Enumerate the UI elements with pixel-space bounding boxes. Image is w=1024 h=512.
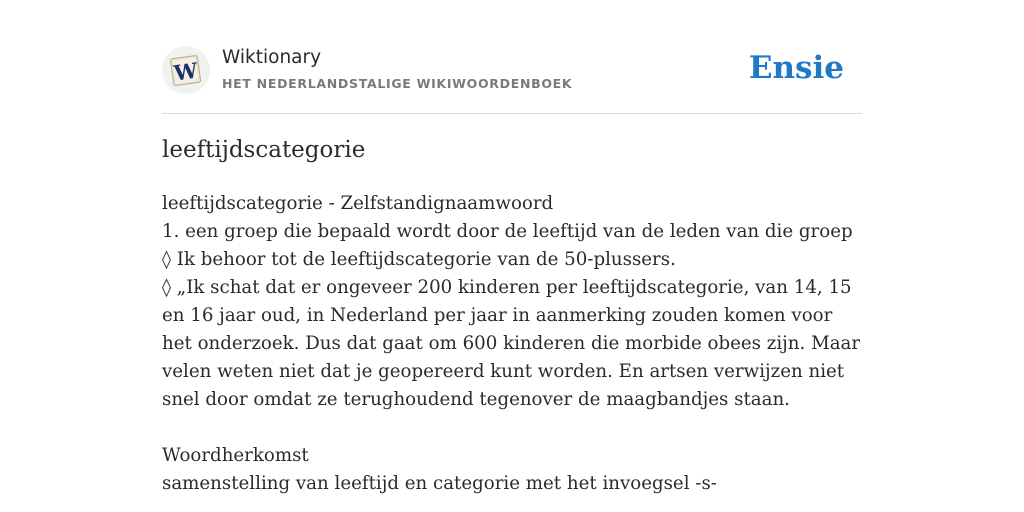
etymology-heading: Woordherkomst [162,445,309,466]
header-divider [162,113,862,114]
logo-letter: W [172,57,200,86]
wiktionary-logo-icon[interactable] [162,46,210,94]
ensie-brand-link[interactable]: Ensie [748,50,844,86]
site-name[interactable]: Wiktionary [222,47,322,68]
site-header [162,44,862,100]
entry-example: ◊ „Ik schat dat er ongeveer 200 kinderen per leeftijdscategorie, van 14, 15 en 16 jaar oud, in Nederland per jaar in aanmerking zouden komen voor het onderzoek. Dus dat gaat om 600 kinderen die morbide obees zijn. Maar velen weten niet dat je geopereerd kunt worden. En artsen verwijzen niet snel door omdat ze terughoudend tegenover de maagbandjes staan. [162,277,861,410]
spacer [162,414,866,442]
entry-title: leeftijdscategorie [162,137,366,163]
site-tagline: HET NEDERLANDSTALIGE WIKIWOORDENBOEK [222,76,573,91]
entry-example: ◊ Ik behoor tot de leeftijdscategorie van de 50-plussers. [162,249,676,270]
entry-body [162,190,866,498]
entry-heading-line: leeftijdscategorie - Zelfstandignaamwoord [162,193,554,214]
entry-definition: 1. een groep die bepaald wordt door de leeftijd van de leden van die groep [162,221,853,242]
etymology-text: samenstelling van leeftijd en categorie met het invoegsel -s- [162,473,717,494]
